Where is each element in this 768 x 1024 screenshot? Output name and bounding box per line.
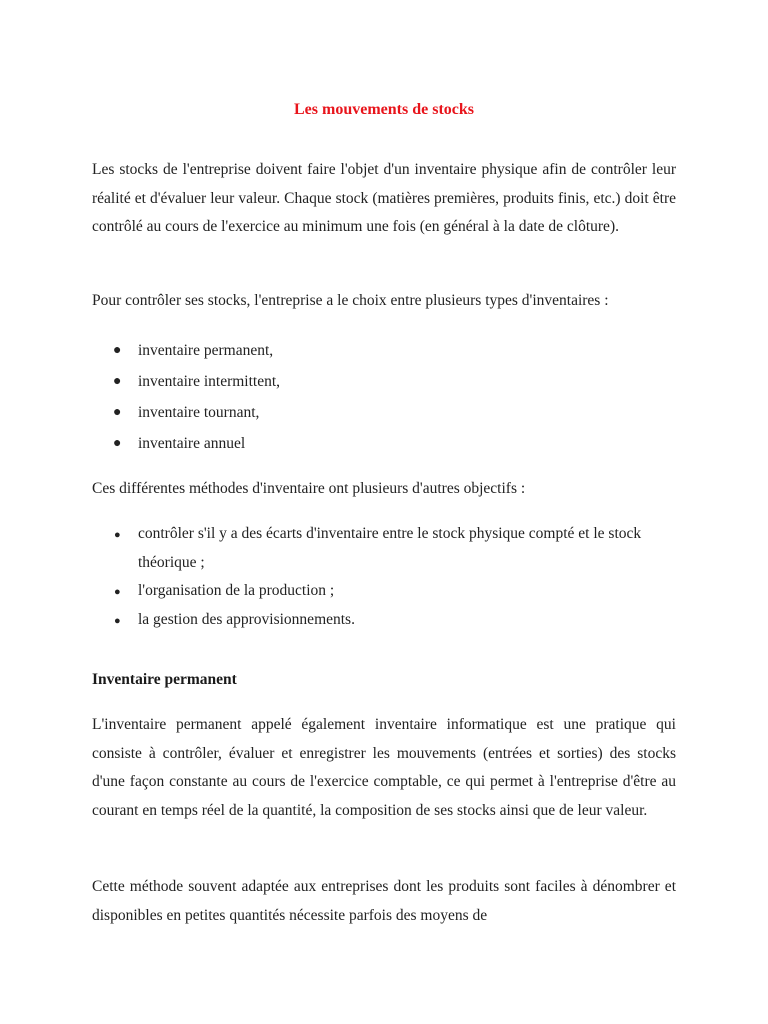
- inventory-types-list: [92, 335, 676, 459]
- list-item: ● contrôler s'il y a des écarts d'inventaire entre le stock physique compté et le stock théorique ;: [92, 520, 676, 577]
- document-title: Les mouvements de stocks: [294, 101, 474, 118]
- section-paragraph: L'inventaire permanent appelé également inventaire informatique est une pratique qui consiste à contrôler, évaluer et enregistrer les mouvements (entrées et sorties) des stocks d'une façon constante au cours de l'exercice comptable, ce qui permet à l'entreprise d'être au courant en temps réel de la quantité, la composition de ses stocks ainsi que de leur valeur.: [92, 716, 676, 819]
- list-item: ● l'organisation de la production ;: [92, 577, 676, 606]
- list-item: ● inventaire permanent,: [92, 335, 676, 366]
- section-heading: Inventaire permanent: [92, 671, 237, 688]
- bullet-icon: ●: [114, 614, 121, 627]
- bullet-icon: ●: [113, 374, 122, 389]
- intro-paragraph: Les stocks de l'entreprise doivent faire l'objet d'un inventaire physique afin de contrôler leur réalité et d'évaluer leur valeur. Chaque stock (matières premières, produits finis, etc.) doit être contrôlé au cours de l'exercice au minimum une fois (en général à la date de clôture).: [92, 161, 676, 235]
- bullet-icon: ●: [114, 586, 121, 598]
- list-item: ● inventaire annuel: [92, 428, 676, 459]
- bullet-icon: ●: [113, 436, 122, 451]
- bullet-icon: ●: [113, 405, 122, 420]
- objectives-list: [92, 520, 676, 634]
- list-item: ● la gestion des approvisionnements.: [92, 606, 676, 635]
- list-item: ● inventaire intermittent,: [92, 366, 676, 397]
- list-item: ● inventaire tournant,: [92, 397, 676, 428]
- section-paragraph-continued: Cette méthode souvent adaptée aux entreprises dont les produits sont faciles à dénombrer et disponibles en petites quantités nécessite parfois des moyens de: [92, 878, 676, 924]
- types-intro-paragraph: Pour contrôler ses stocks, l'entreprise a le choix entre plusieurs types d'inventaires :: [92, 292, 609, 309]
- bullet-icon: ●: [114, 529, 121, 541]
- objectives-intro-paragraph: Ces différentes méthodes d'inventaire ont plusieurs d'autres objectifs :: [92, 480, 526, 497]
- bullet-icon: ●: [113, 343, 122, 358]
